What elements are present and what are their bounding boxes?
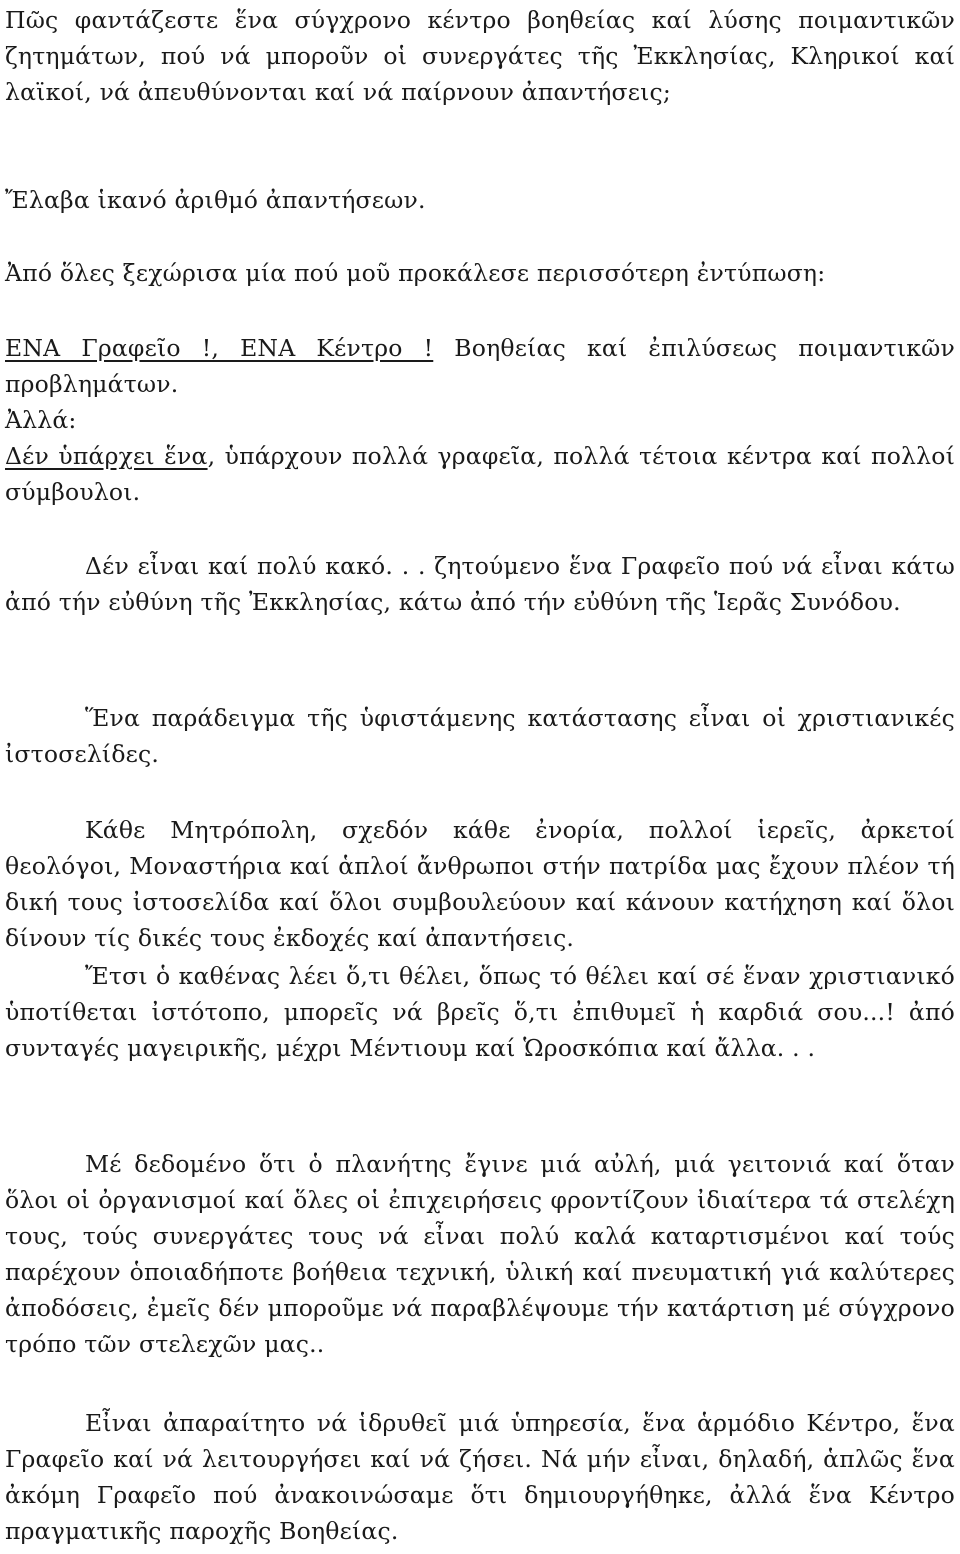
paragraph-but xyxy=(5,402,955,510)
paragraph-example: Ἕνα παράδειγμα τῆς ὑφιστάμενης κατάστασης εἶναι οἱ χριστιανικές ἰστοσελίδες. xyxy=(5,704,955,768)
underlined-there-is-not-one: Δέν ὑπάρχει ἕνα xyxy=(5,442,208,470)
paragraph-selected-answer: Ἀπό ὅλες ξεχώρισα μία πού μοῦ προκάλεσε περισσότερη ἐντύπωση: xyxy=(5,259,826,287)
paragraph-everyone-says: Ἔτσι ὁ καθένας λέει ὅ,τι θέλει, ὅπως τό θέλει καί σέ ἕναν χριστιανικό ὑποτίθεται ἰστότοπο, μπορεῖς νά βρεῖς ὅ,τι ἐπιθυμεῖ ἡ καρδιά σου...! ἀπό συνταγές μαγειρικῆς, μέχρι Μέντιουμ καί Ὡροσκόπια καί ἄλλα. . . xyxy=(5,962,955,1062)
paragraph-one-office xyxy=(5,330,955,402)
paragraph-necessity: Εἶναι ἀπαραίτητο νά ἱδρυθεῖ μιά ὑπηρεσία, ἕνα ἁρμόδιο Κέντρο, ἕνα Γραφεῖο καί νά λειτουργήσει καί νά ζήσει. Νά μήν εἶναι, δηλαδή, ἁπλῶς ἕνα ἀκόμη Γραφεῖο πού ἀνακοινώσαμε ὅτι δημιουργήθηκε, ἀλλά ἕνα Κέντρο πραγματικῆς παροχῆς Βοηθείας. xyxy=(5,1409,955,1545)
paragraph-but-line1: Ἀλλά: xyxy=(5,406,77,434)
paragraph-training: Μέ δεδομένο ὅτι ὁ πλανήτης ἔγινε μιά αὐλή, μιά γειτονιά καί ὅταν ὅλοι οἱ ὀργανισμοί καί ὅλες οἱ ἐπιχειρήσεις φροντίζουν ἰδιαίτερα τά στελέχη τους, τούς συνεργάτες τους νά εἶναι πολύ καλά καταρτισμένοι καί τούς παρέχουν ὁποιαδήποτε βοήθεια τεχνική, ὑλική καί πνευματική γιά καλύτερες ἀποδόσεις, ἐμεῖς δέν μποροῦμε νά παραβλέψουμε τήν κατάρτιση μέ σύγχρονο τρόπο τῶν στελεχῶν μας.. xyxy=(5,1150,955,1358)
paragraph-answers-received: Ἔλαβα ἱκανό ἀριθμό ἀπαντήσεων. xyxy=(5,186,426,214)
paragraph-one-office-rest: Βοηθείας καί ἐπιλύσεως ποιμαντικῶν προβλημάτων. xyxy=(5,334,956,398)
paragraph-websites: Κάθε Μητρόπολη, σχεδόν κάθε ἐνορία, πολλοί ἱερεῖς, ἀρκετοί θεολόγοι, Μοναστήρια καί ἁπλοί ἄνθρωποι στήν πατρίδα μας ἔχουν πλέον τή δική τους ἰστοσελίδα καί ὅλοι συμβουλεύουν καί κάνουν κατήχηση καί ὅλοι δίνουν τίς δικές τους ἐκδοχές καί ἀπαντήσεις. xyxy=(5,816,955,952)
paragraph-not-bad: Δέν εἶναι καί πολύ κακό. . . ζητούμενο ἕνα Γραφεῖο πού νά εἶναι κάτω ἀπό τήν εὐθύνη τῆς Ἐκκλησίας, κάτω ἀπό τήν εὐθύνη τῆς Ἱερᾶς Συνόδου. xyxy=(5,552,955,616)
paragraph-question: Πῶς φαντάζεστε ἕνα σύγχρονο κέντρο βοηθείας καί λύσης ποιμαντικῶν ζητημάτων, πού νά μποροῦν οἱ συνεργάτες τῆς Ἐκκλησίας, Κληρικοί καί λαϊκοί, νά ἀπευθύνονται καί νά παίρνουν ἀπαντήσεις; xyxy=(5,6,955,106)
underlined-one-office: ΕΝΑ Γραφεῖο !, ΕΝΑ Κέντρο ! xyxy=(5,334,434,362)
paragraph-but-rest: , ὑπάρχουν πολλά γραφεῖα, πολλά τέτοια κέντρα καί πολλοί σύμβουλοι. xyxy=(5,442,955,506)
